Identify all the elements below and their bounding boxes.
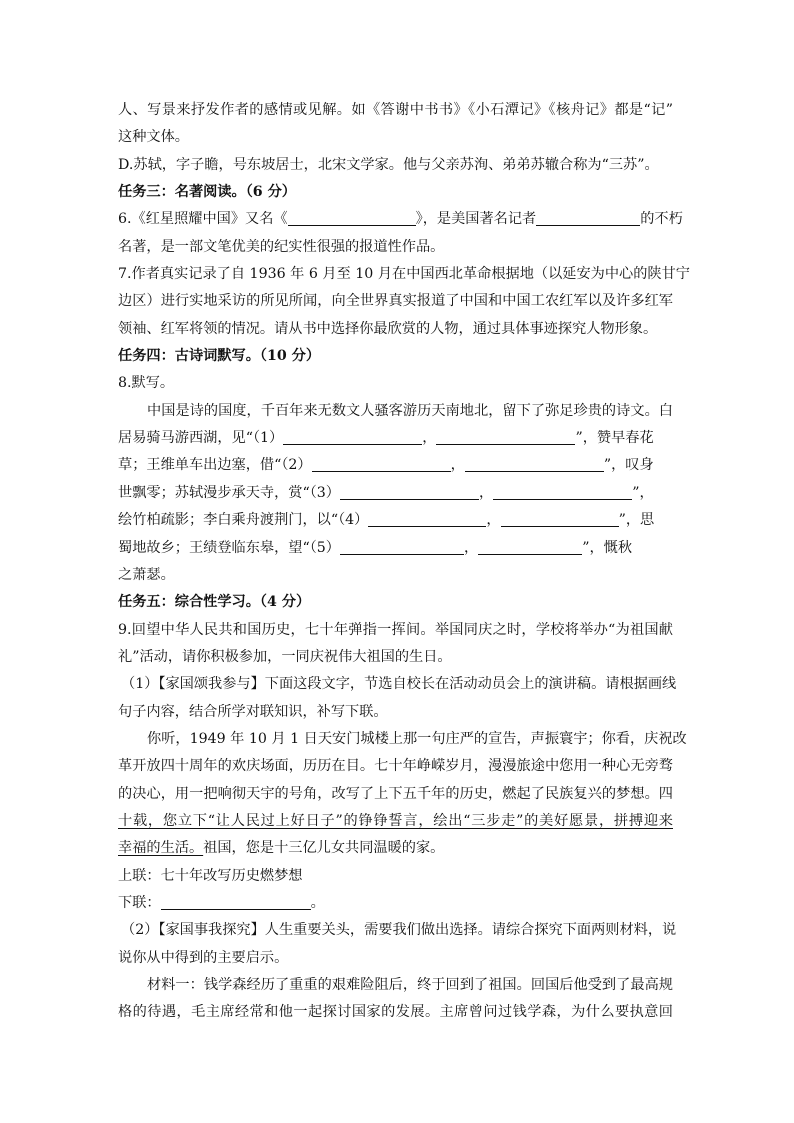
speech-line: 的决心，用一把响彻天宇的号角，改写了上下五千年的历史，燃起了民族复兴的梦想。四 [118, 785, 673, 802]
question-6-cont: 名著，是一部文笔优美的纪实性很强的报道性作品。 [118, 238, 445, 255]
lower-couplet [118, 890, 673, 917]
option-d: D.苏轼，字子瞻，号东坡居士，北宋文学家。他与父亲苏洵、弟弟苏辙合称为“三苏”。 [118, 156, 659, 173]
material-one: 材料一：钱学森经历了重重的艰难险阻后，终于回到了祖国。回国后他受到了最高规 [147, 977, 673, 993]
answer-blank[interactable] [288, 208, 416, 226]
sub-question-2-cont: 说你从中得到的主要启示。 [118, 949, 289, 966]
poem-text: ”， [632, 484, 654, 501]
poem-text: 草；王维单车出边塞，借“（2） [118, 457, 312, 474]
question-6-text-a: 6.《红星照耀中国》又名《 [118, 211, 288, 228]
question-9: 9.回望中华人民共和国历史，七十年弹指一挥间。举国同庆之时，学校将举办“为祖国献 [118, 621, 673, 638]
answer-blank[interactable] [368, 509, 486, 527]
speech-line: 革开放四十周年的欢庆场面，历历在目。七十年峥嵘岁月，漫漫旅途中您用一种心无旁骛 [118, 758, 673, 775]
material-one-cont: 格的待遇，毛主席经常和他一起探讨国家的发展。主席曾问过钱学森，为什么要执意回 [118, 1004, 673, 1021]
question-6-text-b: 》，是美国著名记者 [415, 211, 537, 228]
poem-blank-line-5 [118, 535, 673, 562]
poem-text: 居易骑马游西湖，见“（1） [118, 430, 284, 447]
exam-page [118, 97, 690, 1027]
question-9-cont: 礼”活动，请你积极参加，一同庆祝伟大祖国的生日。 [118, 648, 452, 665]
speech-paragraph: 你听，1949 年 10 月 1 日天安门城楼上那一句庄严的宣告，声振寰宇；你看，庆祝改 [147, 730, 687, 747]
poem-text: ， [479, 484, 494, 501]
question-7-cont: 边区）进行实地采访的所见所闻，向全世界真实报道了中国和中国工农红军以及许多红军 [118, 293, 673, 310]
answer-blank[interactable] [283, 427, 422, 445]
question-8: 8.默写。 [118, 375, 175, 392]
poem-blank-line-3 [118, 480, 673, 507]
sub-question-1-cont: 句子内容，结合所学对联知识，补写下联。 [118, 703, 388, 720]
answer-blank[interactable] [465, 454, 604, 472]
text-line: 人、写景来抒发作者的感情或见解。如《答谢中书书》《小石潭记》《核舟记》都是“记” [118, 102, 673, 118]
task-three-heading: 任务三：名著阅读。（6 分） [118, 184, 296, 201]
sub-question-1: （1）【家国颂我参与】下面这段文字，节选自校长在活动动员会上的演讲稿。请根据画线 [121, 676, 677, 693]
answer-blank[interactable] [436, 427, 575, 445]
lower-couplet-end: 。 [310, 894, 325, 911]
sub-question-2: （2）【家国事我探究】人生重要关头，需要我们做出选择。请综合探究下面两则材料，说 [121, 922, 677, 939]
answer-blank[interactable] [161, 892, 311, 910]
poem-text: ， [486, 512, 501, 529]
poem-text: ， [422, 430, 437, 447]
speech-text: 祖国，您是十三亿儿女共同温暖的家。 [203, 840, 445, 857]
answer-blank[interactable] [536, 208, 640, 226]
upper-couplet: 上联：七十年改写历史燃梦想 [118, 867, 303, 884]
lower-couplet-label: 下联： [118, 894, 161, 911]
poem-text: ”，慨秋 [582, 539, 633, 556]
speech-line [118, 835, 673, 862]
poem-text: ”，赞早春花 [575, 430, 654, 447]
poem-paragraph: 中国是诗的国度，千百年来无数文人骚客游历天南地北，留下了弥足珍贵的诗文。白 [147, 402, 673, 419]
poem-text: ”，思 [618, 512, 655, 529]
answer-blank[interactable] [493, 482, 632, 500]
question-6 [118, 206, 683, 233]
task-four-heading: 任务四：古诗词默写。（10 分） [118, 348, 321, 365]
poem-text: 蜀地故乡；王绩登临东皋，望“（5） [118, 539, 340, 556]
task-five-heading: 任务五：综合性学习。（4 分） [118, 594, 311, 611]
poem-blank-line-1 [118, 425, 673, 452]
answer-blank[interactable] [312, 454, 451, 472]
answer-blank[interactable] [478, 537, 582, 555]
answer-blank[interactable] [340, 537, 464, 555]
question-7: 7.作者真实记录了自 1936 年 6 月至 10 月在中国西北革命根据地（以延安为中心的陕甘宁 [118, 266, 690, 283]
question-7-cont: 领袖、红军将领的情况。请从书中选择你最欣赏的人物，通过具体事迹探究人物形象。 [118, 320, 658, 337]
question-6-text-c: 的不朽 [640, 211, 683, 228]
text-line: 这种文体。 [118, 129, 189, 146]
answer-blank[interactable] [501, 509, 619, 527]
poem-text: ， [464, 539, 479, 556]
speech-underlined-text: 幸福的生活。 [118, 840, 204, 857]
poem-text: ， [450, 457, 465, 474]
poem-paragraph-end: 之萧瑟。 [118, 566, 175, 583]
answer-blank[interactable] [340, 482, 479, 500]
poem-blank-line-4 [118, 507, 673, 534]
poem-blank-line-2 [118, 452, 673, 479]
poem-text: ”，叹身 [603, 457, 654, 474]
poem-text: 绘竹柏疏影；李白乘舟渡荆门，以“（4） [118, 512, 369, 529]
poem-text: 世飘零；苏轼漫步承天寺，赏“（3） [118, 484, 340, 501]
speech-underlined-line: 十载，您立下“让人民过上好日子”的铮铮誓言，绘出“三步走”的美好愿景，拼搏迎来 [118, 812, 673, 829]
